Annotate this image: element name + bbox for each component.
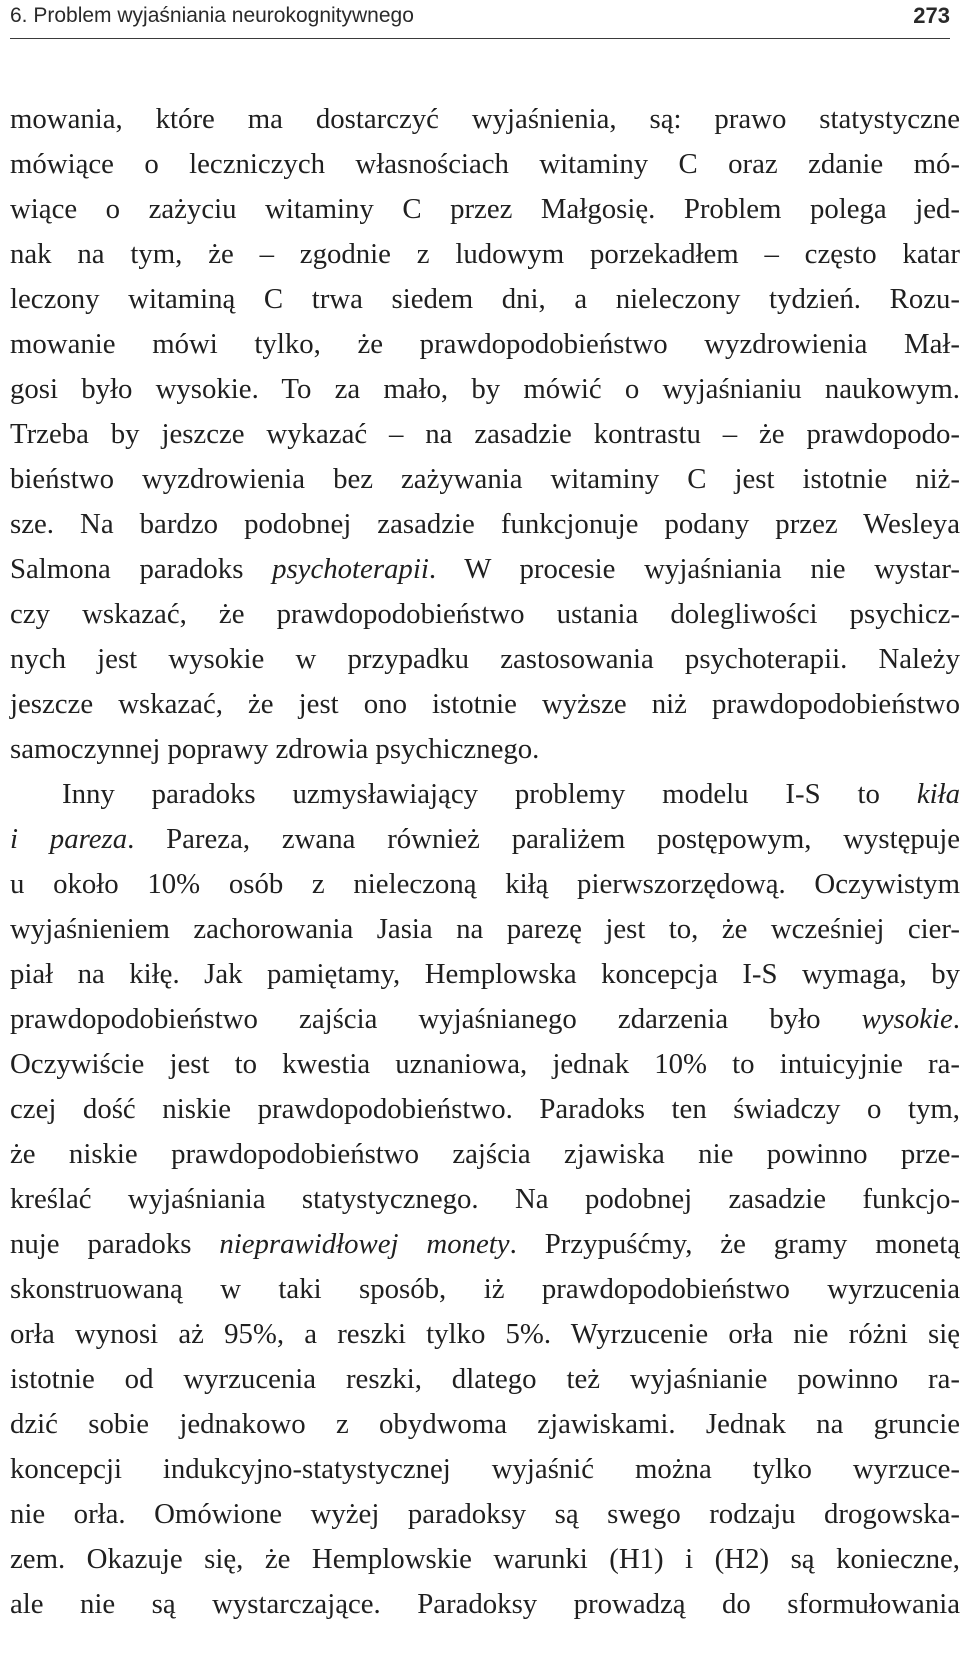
- text-run: gosi było wysokie. To za mało, by mówić o wyjaśnianiu naukowym.: [10, 373, 960, 405]
- text-run: prawdopodobieństwo zajścia wyjaśnianego zdarzenia było: [10, 1003, 862, 1035]
- text-run: piał na kiłę. Jak pamiętamy, Hemplowska koncepcja I-S wymaga, by: [10, 958, 960, 990]
- text-line: [10, 277, 960, 322]
- text-run: ale nie są wystarczające. Paradoksy prowadzą do sformułowania: [10, 1588, 960, 1620]
- text-run: skonstruowaną w taki sposób, iż prawdopodobieństwo wyrzucenia: [10, 1273, 960, 1305]
- text-line: [10, 97, 960, 142]
- text-line: [10, 1267, 960, 1312]
- text-run: sze. Na bardzo podobnej zasadzie funkcjonuje podany przez Wesleya: [10, 508, 960, 540]
- text-run: bieństwo wyzdrowienia bez zażywania witaminy C jest istotnie niż-: [10, 463, 960, 495]
- text-run: nak na tym, że – zgodnie z ludowym porzekadłem – często katar: [10, 238, 960, 270]
- italic-phrase: i pareza: [10, 823, 128, 855]
- text-line: [10, 817, 960, 862]
- text-line: [10, 1222, 960, 1267]
- text-line: [10, 1312, 960, 1357]
- text-line: [10, 997, 960, 1042]
- text-run: czej dość niskie prawdopodobieństwo. Paradoks ten świadczy o tym,: [10, 1093, 960, 1125]
- text-line: [10, 322, 960, 367]
- text-line: [10, 1402, 960, 1447]
- text-run: czy wskazać, że prawdopodobieństwo ustania dolegliwości psychicz-: [10, 598, 960, 630]
- text-run: samoczynnej poprawy zdrowia psychicznego.: [10, 733, 540, 765]
- text-line: [10, 232, 960, 277]
- text-run: . W procesie wyjaśniania nie wystar-: [428, 553, 960, 585]
- text-line: [10, 142, 960, 187]
- text-run: dzić sobie jednakowo z obydwoma zjawiskami. Jednak na gruncie: [10, 1408, 960, 1440]
- chapter-title: 6. Problem wyjaśniania neurokognitywnego: [10, 4, 414, 27]
- page-number: 273: [913, 3, 950, 28]
- text-line: [10, 412, 960, 457]
- text-line: [10, 457, 960, 502]
- text-line: [10, 1537, 960, 1582]
- text-line: [10, 907, 960, 952]
- text-run: mowanie mówi tylko, że prawdopodobieństwo wyzdrowienia Mał-: [10, 328, 960, 360]
- text-run: wyjaśnieniem zachorowania Jasia na parezę jest to, że wcześniej cier-: [10, 913, 960, 945]
- text-run: Trzeba by jeszcze wykazać – na zasadzie kontrastu – że prawdopodo-: [10, 418, 960, 450]
- text-run: orła wynosi aż 95%, a reszki tylko 5%. Wyrzucenie orła nie różni się: [10, 1318, 960, 1350]
- text-line: [10, 1357, 960, 1402]
- text-line: [10, 952, 960, 997]
- text-run: .: [952, 1003, 960, 1035]
- text-run: nie orła. Omówione wyżej paradoksy są swego rodzaju drogowska-: [10, 1498, 960, 1530]
- text-run: nych jest wysokie w przypadku zastosowania psychoterapii. Należy: [10, 643, 960, 675]
- text-line: [10, 862, 960, 907]
- text-run: zem. Okazuje się, że Hemplowskie warunki (H1) i (H2) są konieczne,: [10, 1543, 960, 1575]
- text-run: kreślać wyjaśniania statystycznego. Na podobnej zasadzie funkcjo-: [10, 1183, 960, 1215]
- text-run: . Pareza, zwana również paraliżem postępowym, występuje: [127, 823, 960, 855]
- text-line: [10, 1087, 960, 1132]
- text-run: że niskie prawdopodobieństwo zajścia zjawiska nie powinno prze-: [10, 1138, 960, 1170]
- text-line: [10, 727, 960, 772]
- text-run: Salmona paradoks: [10, 553, 273, 585]
- text-line: [10, 682, 960, 727]
- text-line: [10, 637, 960, 682]
- body-text: [10, 97, 960, 1627]
- text-line: [10, 547, 960, 592]
- text-run: koncepcji indukcyjno-statystycznej wyjaśnić można tylko wyrzuce-: [10, 1453, 960, 1485]
- text-line: [10, 187, 960, 232]
- text-line: [10, 1582, 960, 1627]
- text-run: Inny paradoks uzmysławiający problemy modelu I-S to: [62, 778, 917, 810]
- italic-phrase: psychoterapii: [272, 553, 429, 585]
- text-run: Oczywiście jest to kwestia uznaniowa, jednak 10% to intuicyjnie ra-: [10, 1048, 960, 1080]
- text-run: wiące o zażyciu witaminy C przez Małgosię. Problem polega jed-: [10, 193, 960, 225]
- text-line: [10, 772, 960, 817]
- running-header: [10, 0, 950, 39]
- italic-phrase: nieprawidłowej monety: [219, 1228, 510, 1260]
- text-line: [10, 1042, 960, 1087]
- text-line: [10, 1177, 960, 1222]
- text-line: [10, 1132, 960, 1177]
- italic-phrase: wysokie: [861, 1003, 953, 1035]
- text-run: jeszcze wskazać, że jest ono istotnie wyższe niż prawdopodobieństwo: [10, 688, 960, 720]
- text-line: [10, 592, 960, 637]
- italic-phrase: kiła: [916, 778, 960, 810]
- text-line: [10, 367, 960, 412]
- text-run: nuje paradoks: [10, 1228, 220, 1260]
- text-run: mówiące o leczniczych własnościach witaminy C oraz zdanie mó-: [10, 148, 960, 180]
- text-run: leczony witaminą C trwa siedem dni, a nieleczony tydzień. Rozu-: [10, 283, 960, 315]
- text-run: . Przypuśćmy, że gramy monetą: [509, 1228, 960, 1260]
- text-run: mowania, które ma dostarczyć wyjaśnienia, są: prawo statystyczne: [10, 103, 960, 135]
- text-run: istotnie od wyrzucenia reszki, dlatego też wyjaśnianie powinno ra-: [10, 1363, 960, 1395]
- text-line: [10, 1492, 960, 1537]
- text-run: u około 10% osób z nieleczoną kiłą pierwszorzędową. Oczywistym: [10, 868, 960, 900]
- text-line: [10, 502, 960, 547]
- text-line: [10, 1447, 960, 1492]
